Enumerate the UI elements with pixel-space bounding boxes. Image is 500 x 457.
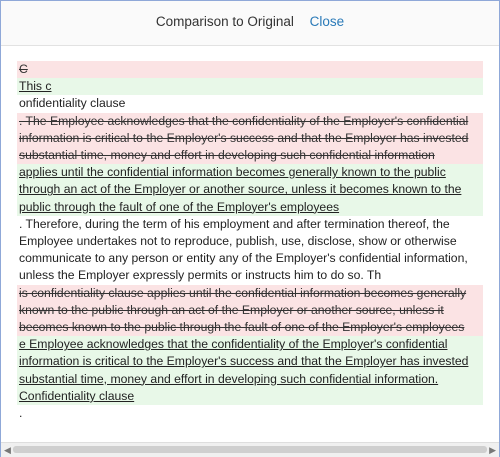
- inserted-segment: applies until the confidential information becomes generally known to the public through an act of the Employer or another source, unless it becomes known to the public through the fault of one of the Employer's employees: [17, 164, 483, 216]
- scroll-right-icon[interactable]: ▶: [489, 445, 496, 455]
- deleted-segment: . The Employee acknowledges that the confidentiality of the Employer's confidential information is critical to the Employer's success and that the Employer has invested substantial time, money and effort in developing such confidential information: [17, 113, 483, 165]
- inserted-segment: This c: [17, 78, 483, 95]
- dialog-header: [1, 1, 499, 46]
- scroll-left-icon[interactable]: ◀: [4, 445, 11, 455]
- scroll-thumb[interactable]: [13, 446, 487, 453]
- inserted-segment: e Employee acknowledges that the confidentiality of the Employer's confidential information is critical to the Employer's success and that the Employer has invested substantial time, money and effort in developing such confidential information. Confidentiality clause: [17, 336, 483, 405]
- unchanged-segment: onfidentiality clause: [19, 96, 126, 111]
- deleted-segment: is confidentiality clause applies until the confidential information becomes generally known to the public through an act of the Employer or another source, unless it becomes known to the public through the fault of one of the Employer's employees: [17, 285, 483, 337]
- deleted-segment: C: [17, 61, 483, 78]
- diff-content: [17, 61, 483, 441]
- header-bar: [1, 14, 499, 29]
- close-link[interactable]: Close: [309, 14, 345, 29]
- unchanged-segment: . Therefore, during the term of his employment and after termination thereof, the Employee undertakes not to reproduce, publish, use, disclose, show or otherwise communicate to any person or entity any of the Employer's confidential information, unless the Employer expressly permits or instructs him to do so. Th: [19, 216, 468, 283]
- dialog-title: Comparison to Original: [155, 14, 294, 29]
- unchanged-segment: .: [19, 406, 23, 421]
- horizontal-scrollbar[interactable]: [1, 442, 499, 457]
